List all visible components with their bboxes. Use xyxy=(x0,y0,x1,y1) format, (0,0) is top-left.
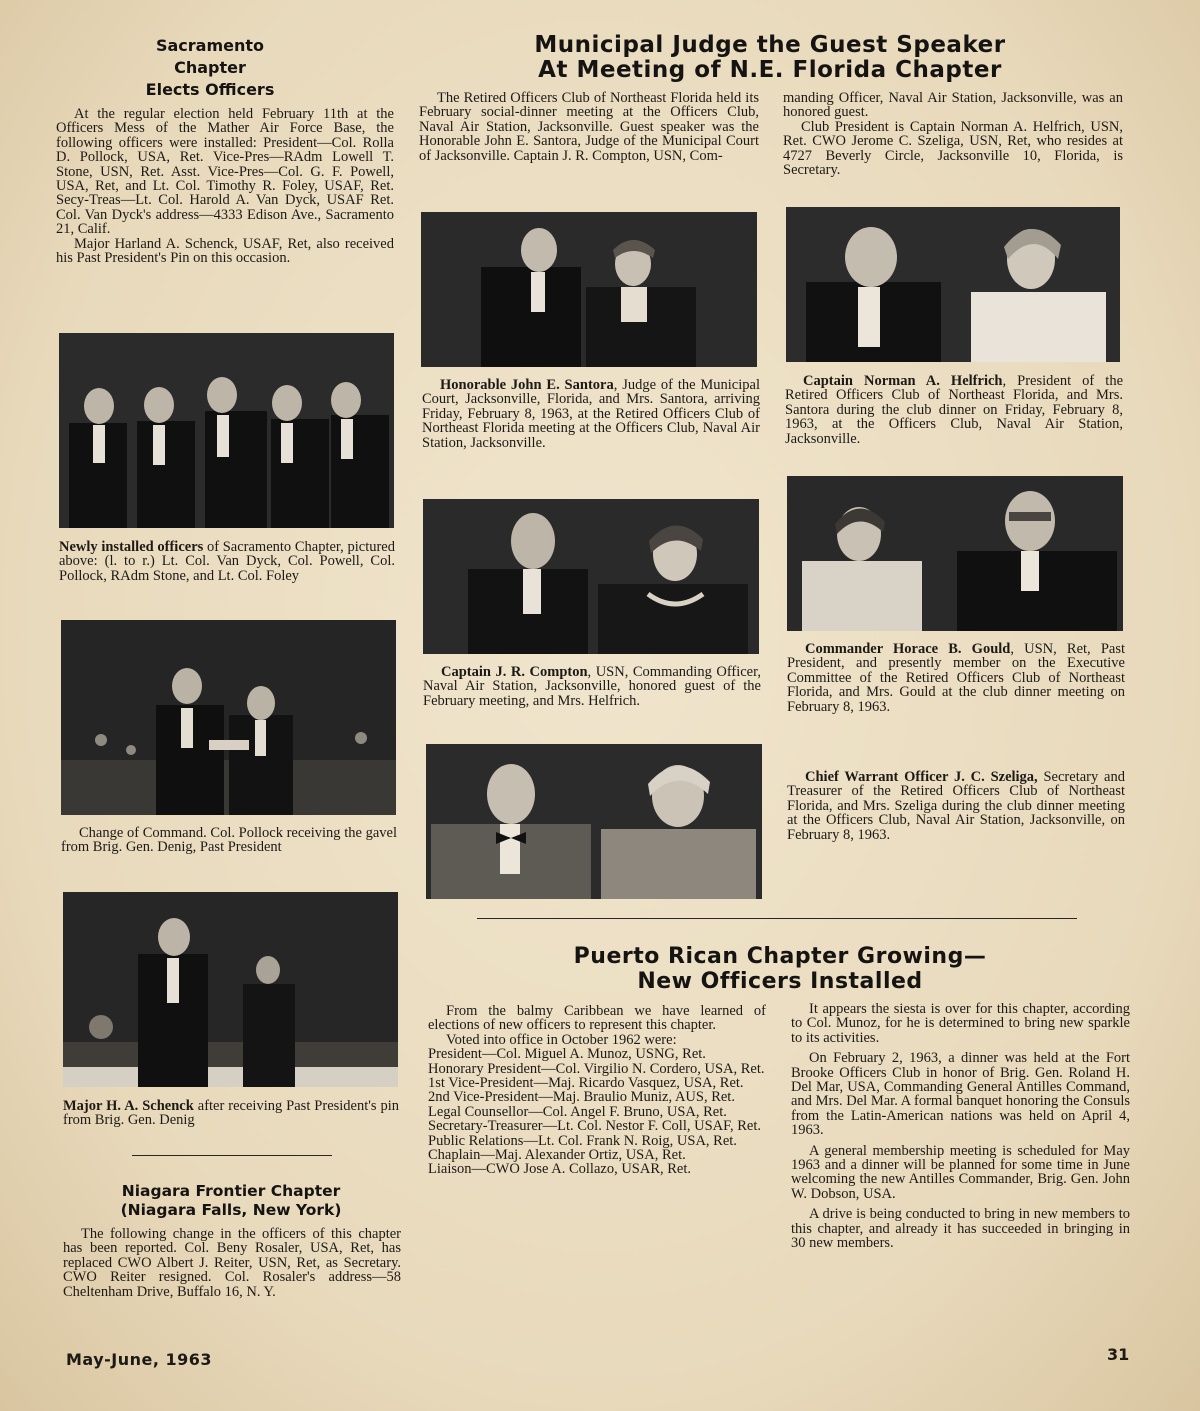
officer-list-item: Liaison—CWO Jose A. Collazo, USAR, Ret. xyxy=(428,1161,692,1178)
niagara-paragraph-1: The following change in the officers of this chapter has been reported. Col. Beny Rosaler, USA, Ret, has replaced CWO Albert J. Reiter, USN, Ret, as Secretary. CWO Reiter resigned. Col. Rosaler's address—58 Cheltenham Drive, Buffalo 16, N. Y. xyxy=(63,1226,401,1300)
puerto-rico-column-2 xyxy=(791,1002,1130,1251)
caption-szeliga-bold: Chief Warrant Officer J. C. Szeliga, xyxy=(805,769,1038,785)
puerto-rico-heading xyxy=(430,944,1130,994)
florida-paragraph-1: The Retired Officers Club of Northeast Florida held its February social-dinner meeting at the Officers Club, Naval Air Station, Jacksonville. Guest speaker was the Honorable John E. Santora, Judge of the Municipal Court of Jacksonville. Captain J. R. Compton, USN, Com- xyxy=(419,90,759,164)
caption-santora-arriving xyxy=(422,378,760,450)
officer-list-item: 1st Vice-President—Maj. Ricardo Vasquez, USA, Ret. xyxy=(428,1075,744,1092)
divider-niagara xyxy=(132,1155,332,1156)
puerto-rico-paragraph-4: A general membership meeting is scheduled for May 1963 and a dinner will be planned for some time in June welcoming the new Antilles Commander, Brig. Gen. John W. Dobson, USA. xyxy=(791,1142,1130,1202)
photo-change-of-command xyxy=(61,620,396,815)
caption-newly-installed-officers xyxy=(59,540,395,583)
florida-paragraph-2b: Club President is Captain Norman A. Helfrich, USN, Ret. CWO Jerome C. Szeliga, USN, Ret, who resides at 4727 Beverly Circle, Jacksonville 10, Florida, is Secretary. xyxy=(783,118,1123,179)
divider-puerto-rico xyxy=(477,918,1077,919)
puerto-rico-intro-2: Voted into office in October 1962 were: xyxy=(446,1031,677,1048)
caption-gould-text: , USN, Ret, Past President, and presently member on the Executive Committee of the Retired Officers Club of Northeast Florida, and Mrs. Gould at the club dinner meeting on February 8, 1963. xyxy=(787,641,1125,715)
photo-major-schenck xyxy=(63,892,398,1087)
caption-szeliga-text: Secretary and Treasurer of the Retired Officers Club of Northeast Florida, and Mrs. Szeliga during the club dinner meeting at the Officers Club, Naval Air Station, Jacksonville, on February 8, 1963. xyxy=(787,769,1125,843)
caption-gould-bold: Commander Horace B. Gould xyxy=(805,641,1011,657)
photo-gould xyxy=(787,476,1123,631)
photo-newly-installed-officers xyxy=(59,333,394,528)
caption-compton-bold: Captain J. R. Compton xyxy=(441,664,588,680)
sacramento-heading-line1: Sacramento xyxy=(155,36,265,55)
florida-heading-line1: Municipal Judge the Guest Speaker xyxy=(534,32,1006,58)
issue-date: May-June, 1963 xyxy=(66,1350,213,1369)
sacramento-article xyxy=(56,107,394,265)
sacramento-paragraph-1: At the regular election held February 11th at the Officers Mess of the Mather Air Force Base, the following officers were installed: President—Col. Rolla D. Pollock, USA, Ret. Vice-Pres—RAdm Lowell T. Stone, USN, Ret. Asst. Vice-Pres—Col. G. F. Powell, USA, Ret, and Lt. Col. Timothy R. Foley, USAF, Ret. Secy-Treas—Lt. Col. Harold A. Van Dyck, USAF Ret. Col. Van Dyck's address—4333 Edison Ave., Sacramento 21, Calif. xyxy=(56,106,394,238)
puerto-rico-intro-1: From the balmy Caribbean we have learned of elections of new officers to represent this chapter. xyxy=(428,1003,766,1034)
caption-helfrich-text: , President of the Retired Officers Club of Northeast Florida, and Mrs. Santora during the club dinner on Friday, February 8, 1963, at the Officers Club, Naval Air Station, Jacksonville. xyxy=(785,373,1123,447)
officer-list-item: Honorary President—Col. Virgilio N. Cordero, USA, Ret. xyxy=(428,1060,765,1077)
caption-santora-bold: Honorable John E. Santora xyxy=(440,377,614,393)
photo-szeliga xyxy=(426,744,762,899)
caption-compton-helfrich xyxy=(423,665,761,708)
officer-list-item: Chaplain—Maj. Alexander Ortiz, USA, Ret. xyxy=(428,1147,686,1164)
officer-list-item: Secretary-Treasurer—Lt. Col. Nestor F. Coll, USAF, Ret. xyxy=(428,1118,762,1135)
puerto-rico-heading-line2: New Officers Installed xyxy=(637,969,923,994)
puerto-rico-paragraph-3: On February 2, 1963, a dinner was held at the Fort Brooke Officers Club in honor of Brig. Gen. Roland H. Del Mar, USA, Commanding General Antilles Command, and Mrs. Del Mar. A formal banquet honoring the Consuls from the Latin-American nations was held on April 4, 1963. xyxy=(791,1050,1130,1139)
sacramento-heading-line3: Elects Officers xyxy=(145,80,275,99)
florida-column-2 xyxy=(783,91,1123,177)
caption-major-schenck-text: after receiving Past President's pin from Brig. Gen. Denig xyxy=(63,1098,399,1129)
officer-list-item: Legal Counsellor—Col. Angel F. Bruno, USA, Ret. xyxy=(428,1103,727,1120)
caption-gould xyxy=(787,642,1125,714)
puerto-rico-paragraph-2: It appears the siesta is over for this chapter, according to Col. Munoz, for he is determined to bring new sparkle to its activities. xyxy=(791,1001,1130,1046)
sacramento-heading xyxy=(110,35,310,101)
puerto-rico-column-1 xyxy=(428,1004,766,1177)
florida-paragraph-2a: manding Officer, Naval Air Station, Jacksonville, was an honored guest. xyxy=(783,90,1123,121)
niagara-heading-line1: Niagara Frontier Chapter xyxy=(121,1182,341,1200)
caption-newly-installed-text: of Sacramento Chapter, pictured above: (l. to r.) Lt. Col. Van Dyck, Col. Powell, Col. Pollock, RAdm Stone, and Lt. Col. Foley xyxy=(59,539,395,584)
caption-major-schenck-bold: Major H. A. Schenck xyxy=(63,1098,194,1114)
photo-helfrich-santora xyxy=(786,207,1120,362)
officer-list-item: 2nd Vice-President—Maj. Braulio Muniz, AUS, Ret. xyxy=(428,1089,735,1106)
caption-compton-text: , USN, Commanding Officer, Naval Air Station, Jacksonville, honored guest of the February meeting, and Mrs. Helfrich. xyxy=(423,664,761,709)
sacramento-paragraph-2: Major Harland A. Schenck, USAF, Ret, also received his Past President's Pin on this occasion. xyxy=(56,235,394,267)
florida-heading xyxy=(420,33,1120,83)
photo-santora-arriving xyxy=(421,212,757,367)
puerto-rico-paragraph-5: A drive is being conducted to bring in new members to this chapter, and already it has succeeded in bringing in 30 new members. xyxy=(791,1206,1130,1252)
officer-list-item: President—Col. Miguel A. Munoz, USNG, Ret. xyxy=(428,1046,706,1063)
caption-helfrich-santora xyxy=(785,374,1123,446)
caption-newly-installed-bold: Newly installed officers xyxy=(59,539,204,555)
caption-szeliga xyxy=(787,770,1125,842)
niagara-heading xyxy=(63,1182,399,1220)
sacramento-heading-line2: Chapter xyxy=(174,58,246,77)
florida-heading-line2: At Meeting of N.E. Florida Chapter xyxy=(538,57,1002,83)
photo-compton-helfrich xyxy=(423,499,759,654)
niagara-article xyxy=(63,1227,401,1299)
page-number: 31 xyxy=(1107,1345,1130,1364)
officer-list-item: Public Relations—Lt. Col. Frank N. Roig, USA, Ret. xyxy=(428,1132,737,1149)
caption-change-of-command: Change of Command. Col. Pollock receiving the gavel from Brig. Gen. Denig, Past President xyxy=(61,825,397,856)
florida-column-1 xyxy=(419,91,759,163)
caption-major-schenck xyxy=(63,1099,399,1128)
puerto-rico-heading-line1: Puerto Rican Chapter Growing— xyxy=(573,944,987,969)
caption-helfrich-bold: Captain Norman A. Helfrich xyxy=(803,373,1003,389)
caption-santora-text: , Judge of the Municipal Court, Jacksonville, Florida, and Mrs. Santora, arriving Friday, February 8, 1963, at the Retired Officers Club of Northeast Florida meeting at the Officers Club, Naval Air Station, Jacksonville. xyxy=(422,377,760,451)
niagara-heading-line2: (Niagara Falls, New York) xyxy=(120,1201,342,1219)
